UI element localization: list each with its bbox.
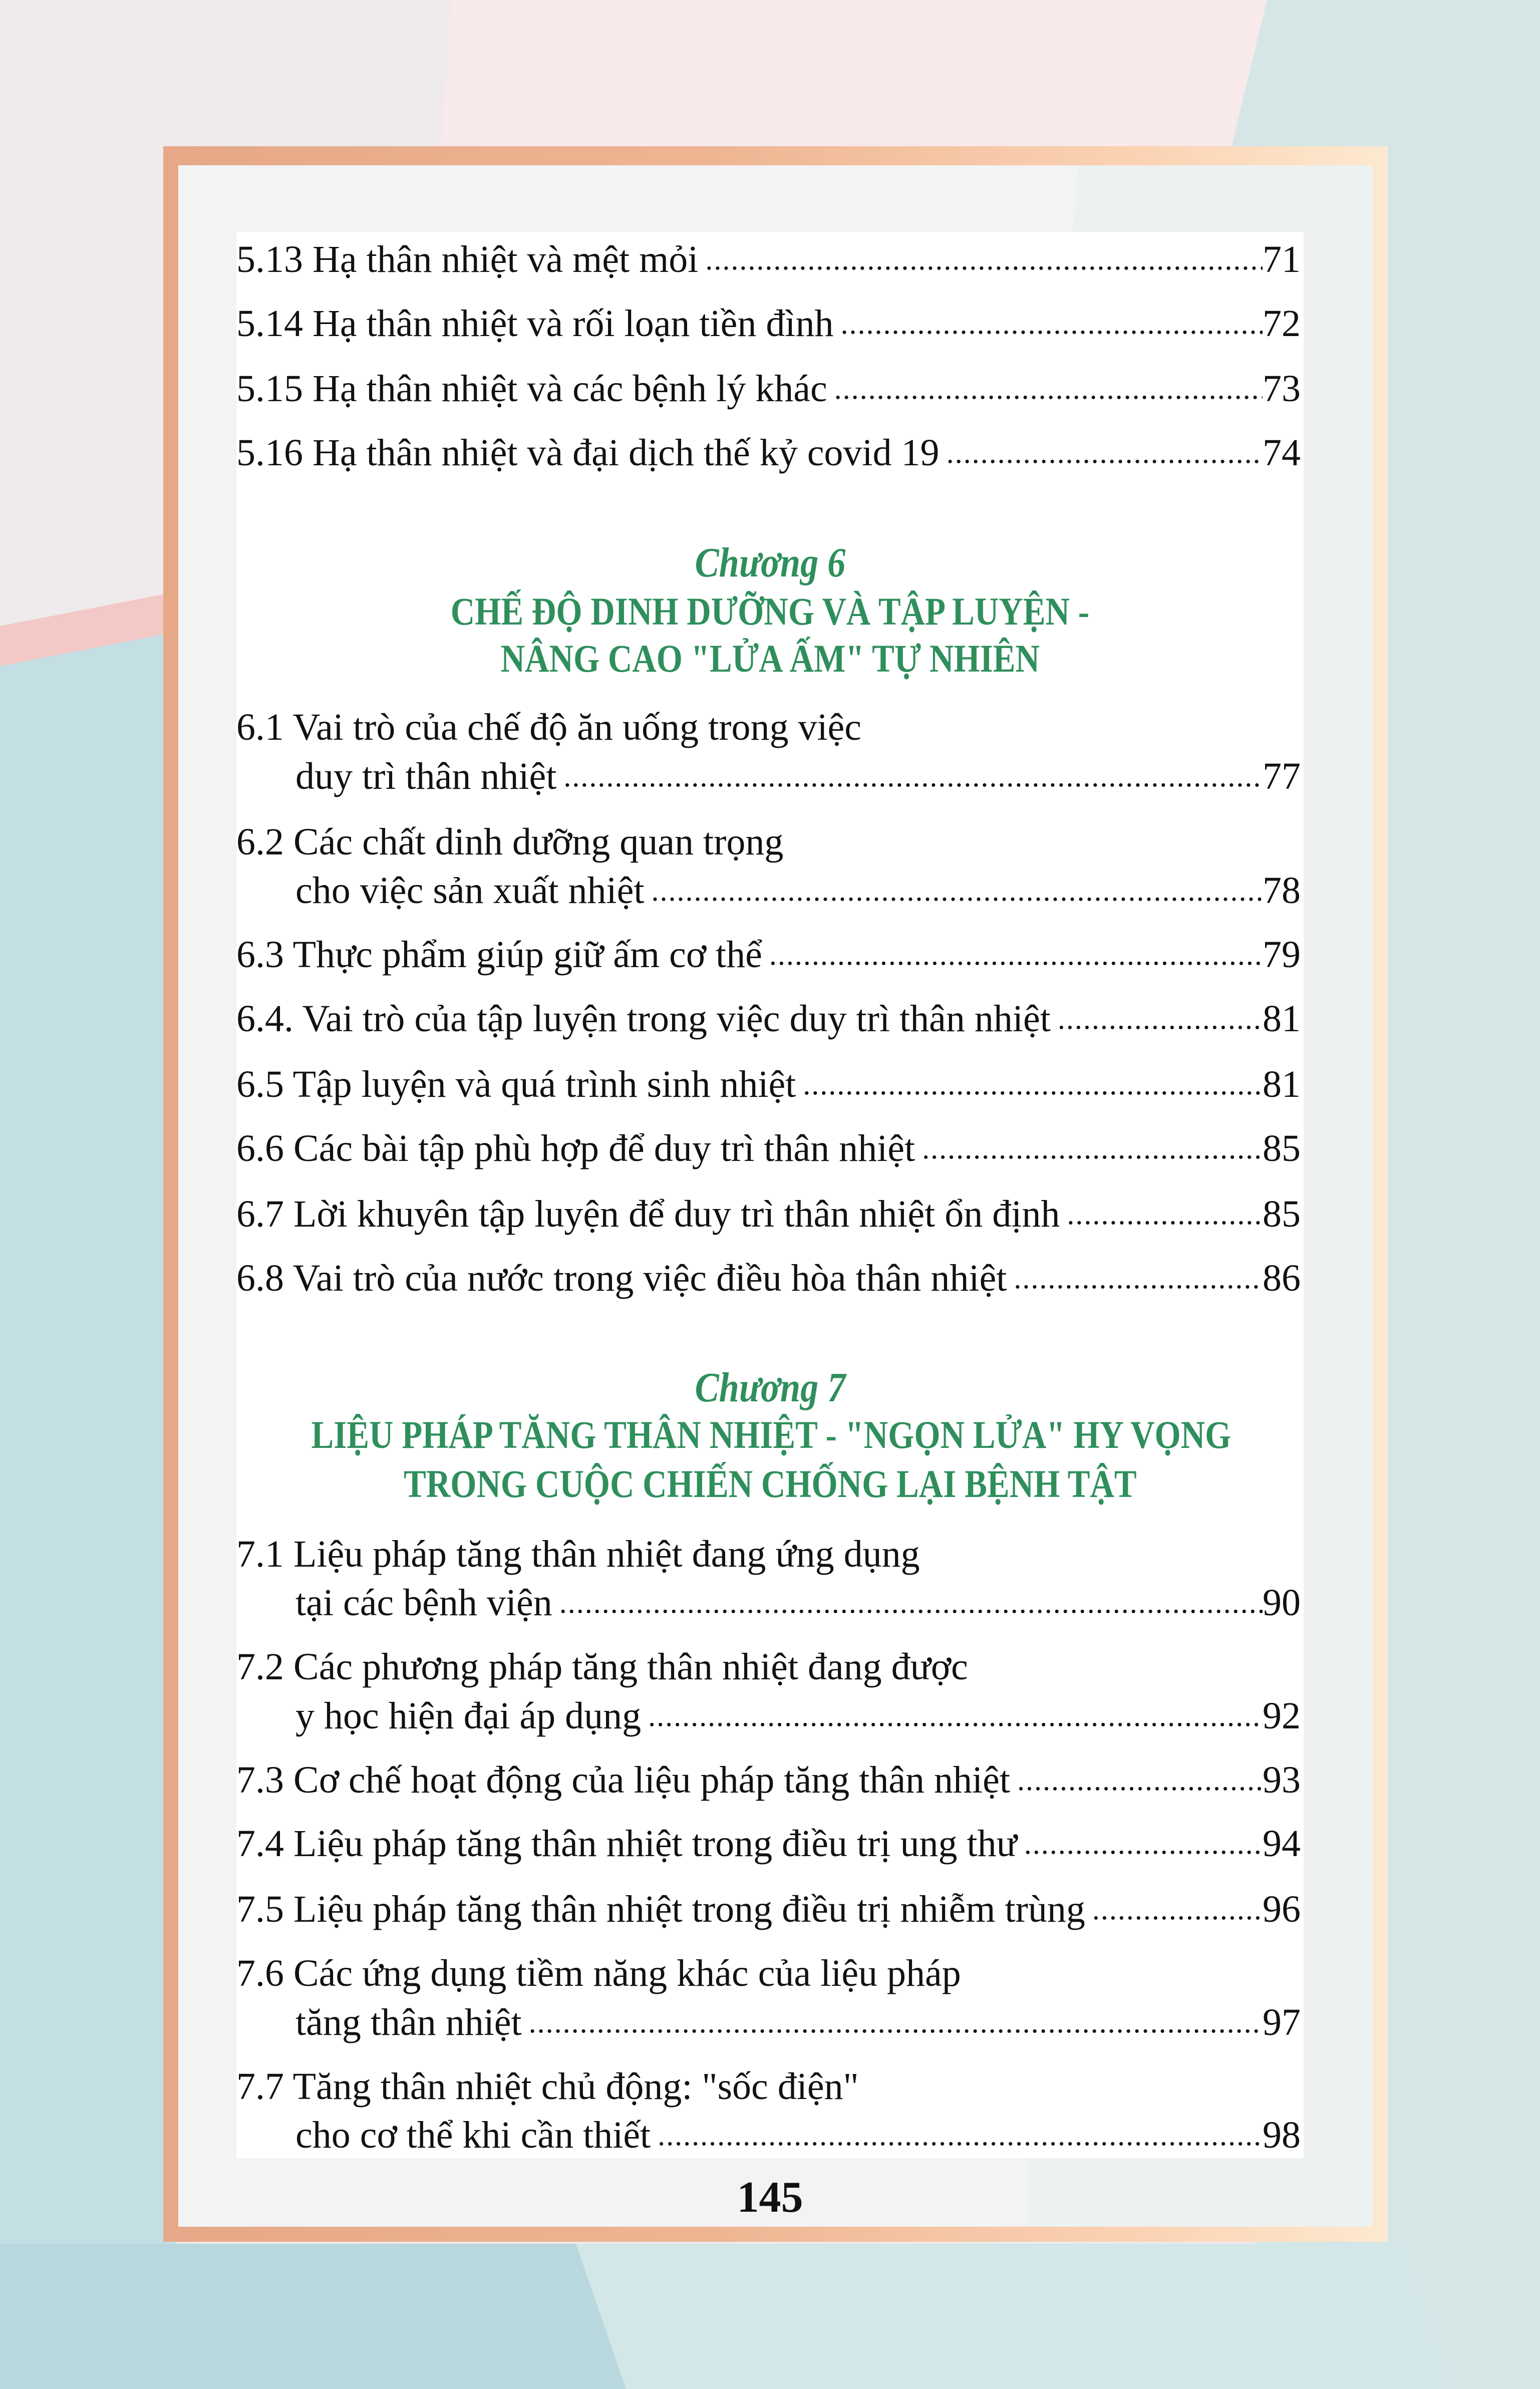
leader-dots bbox=[705, 234, 1263, 284]
toc-entry[interactable]: 7.1 Liệu pháp tăng thân nhiệt đang ứng dụng bbox=[236, 1533, 920, 1575]
toc-entry[interactable]: 5.15 Hạ thân nhiệt và các bệnh lý khác ..... 73 bbox=[236, 364, 1301, 414]
toc-entry-continuation[interactable]: y học hiện đại áp dụng ..... 92 bbox=[295, 1691, 1301, 1741]
toc-entry[interactable]: 7.4 Liệu pháp tăng thân nhiệt trong điều trị ung thư ..... 94 bbox=[236, 1819, 1301, 1869]
toc-entry[interactable]: 6.6 Các bài tập phù hợp để duy trì thân nhiệt ..... 85 bbox=[236, 1123, 1301, 1173]
page-ref: 78 bbox=[1263, 869, 1301, 912]
leader-dots bbox=[1017, 1755, 1263, 1805]
leader-dots bbox=[559, 1578, 1263, 1628]
toc-entry-continuation[interactable]: duy trì thân nhiệt ..... 77 bbox=[295, 751, 1301, 801]
page-ref: 72 bbox=[1263, 303, 1301, 345]
page-ref: 90 bbox=[1263, 1582, 1301, 1624]
toc-entry-continuation[interactable]: tăng thân nhiệt ..... 97 bbox=[295, 1997, 1301, 2047]
toc-entry[interactable]: 7.5 Liệu pháp tăng thân nhiệt trong điều trị nhiễm trùng ..... 96 bbox=[236, 1884, 1301, 1934]
toc-entry[interactable]: 7.3 Cơ chế hoạt động của liệu pháp tăng thân nhiệt ..... 93 bbox=[236, 1755, 1301, 1805]
toc-entry[interactable]: 6.7 Lời khuyên tập luyện để duy trì thân nhiệt ổn định ..... 85 bbox=[236, 1189, 1301, 1239]
page-ref: 79 bbox=[1263, 934, 1301, 976]
page-ref: 77 bbox=[1263, 755, 1301, 797]
leader-dots bbox=[651, 865, 1263, 916]
leader-dots bbox=[922, 1123, 1263, 1173]
leader-dots bbox=[1092, 1884, 1263, 1934]
page-ref: 93 bbox=[1263, 1759, 1301, 1801]
toc-entry[interactable]: 6.8 Vai trò của nước trong việc điều hòa thân nhiệt ..... 86 bbox=[236, 1253, 1301, 1303]
toc-entry[interactable]: 6.1 Vai trò của chế độ ăn uống trong việc bbox=[236, 706, 862, 748]
leader-dots bbox=[769, 930, 1263, 980]
toc-entry[interactable]: 7.2 Các phương pháp tăng thân nhiệt đang được bbox=[236, 1646, 968, 1688]
page-ref: 81 bbox=[1263, 998, 1301, 1040]
leader-dots bbox=[648, 1691, 1263, 1741]
page-ref: 94 bbox=[1263, 1823, 1301, 1865]
page-ref: 85 bbox=[1263, 1127, 1301, 1169]
page-ref: 98 bbox=[1263, 2114, 1301, 2156]
toc-entry[interactable]: 6.4. Vai trò của tập luyện trong việc duy trì thân nhiệt ..... 81 bbox=[236, 994, 1301, 1044]
toc-entry[interactable]: 7.6 Các ứng dụng tiềm năng khác của liệu pháp bbox=[236, 1952, 961, 1994]
chapter-7-title: LIỆU PHÁP TĂNG THÂN NHIỆT - "NGỌN LỬA" HY VỌNG bbox=[311, 1413, 1231, 1456]
toc-entry[interactable]: 5.13 Hạ thân nhiệt và mệt mỏi ..... 71 bbox=[236, 234, 1301, 284]
page-ref: 97 bbox=[1263, 2001, 1301, 2043]
leader-dots bbox=[1058, 994, 1263, 1044]
leader-dots bbox=[841, 298, 1263, 349]
leader-dots bbox=[947, 428, 1263, 478]
toc-entry[interactable]: 6.5 Tập luyện và quá trình sinh nhiệt ..... 81 bbox=[236, 1059, 1301, 1109]
toc-entry-continuation[interactable]: cho cơ thể khi cần thiết ..... 98 bbox=[295, 2110, 1301, 2160]
chapter-7-title: TRONG CUỘC CHIẾN CHỐNG LẠI BỆNH TẬT bbox=[403, 1462, 1137, 1506]
leader-dots bbox=[529, 1997, 1263, 2047]
page-ref: 96 bbox=[1263, 1888, 1301, 1930]
chapter-6-heading: Chương 6 bbox=[695, 539, 845, 586]
page-ref: 71 bbox=[1263, 238, 1301, 280]
leader-dots bbox=[563, 751, 1263, 801]
page-number: 145 bbox=[737, 2173, 803, 2222]
chapter-7-heading: Chương 7 bbox=[695, 1364, 845, 1411]
toc-entry[interactable]: 6.3 Thực phẩm giúp giữ ấm cơ thể ..... 79 bbox=[236, 930, 1301, 980]
toc-entry[interactable]: 7.7 Tăng thân nhiệt chủ động: "sốc điện" bbox=[236, 2065, 859, 2108]
chapter-6-title: NÂNG CAO "LỬA ẤM" TỰ NHIÊN bbox=[500, 637, 1040, 680]
toc-entry[interactable]: 5.16 Hạ thân nhiệt và đại dịch thế kỷ covid 19 ..... 74 bbox=[236, 428, 1301, 478]
toc-entry-continuation[interactable]: cho việc sản xuất nhiệt ..... 78 bbox=[295, 865, 1301, 916]
chapter-6-title: CHẾ ĐỘ DINH DƯỠNG VÀ TẬP LUYỆN - bbox=[450, 589, 1090, 633]
page-ref: 74 bbox=[1263, 432, 1301, 474]
toc-entry[interactable]: 5.14 Hạ thân nhiệt và rối loạn tiền đình ..... 72 bbox=[236, 298, 1301, 349]
leader-dots bbox=[1024, 1819, 1263, 1869]
page-ref: 73 bbox=[1263, 368, 1301, 410]
leader-dots bbox=[1067, 1189, 1263, 1239]
page-ref: 92 bbox=[1263, 1695, 1301, 1737]
page-ref: 85 bbox=[1263, 1193, 1301, 1235]
toc-entry-continuation[interactable]: tại các bệnh viện ..... 90 bbox=[295, 1578, 1301, 1628]
leader-dots bbox=[1014, 1253, 1263, 1303]
toc-entry[interactable]: 6.2 Các chất dinh dưỡng quan trọng bbox=[236, 821, 784, 863]
page-ref: 86 bbox=[1263, 1257, 1301, 1299]
leader-dots bbox=[803, 1059, 1263, 1109]
leader-dots bbox=[658, 2110, 1263, 2160]
leader-dots bbox=[834, 364, 1263, 414]
page-ref: 81 bbox=[1263, 1063, 1301, 1105]
